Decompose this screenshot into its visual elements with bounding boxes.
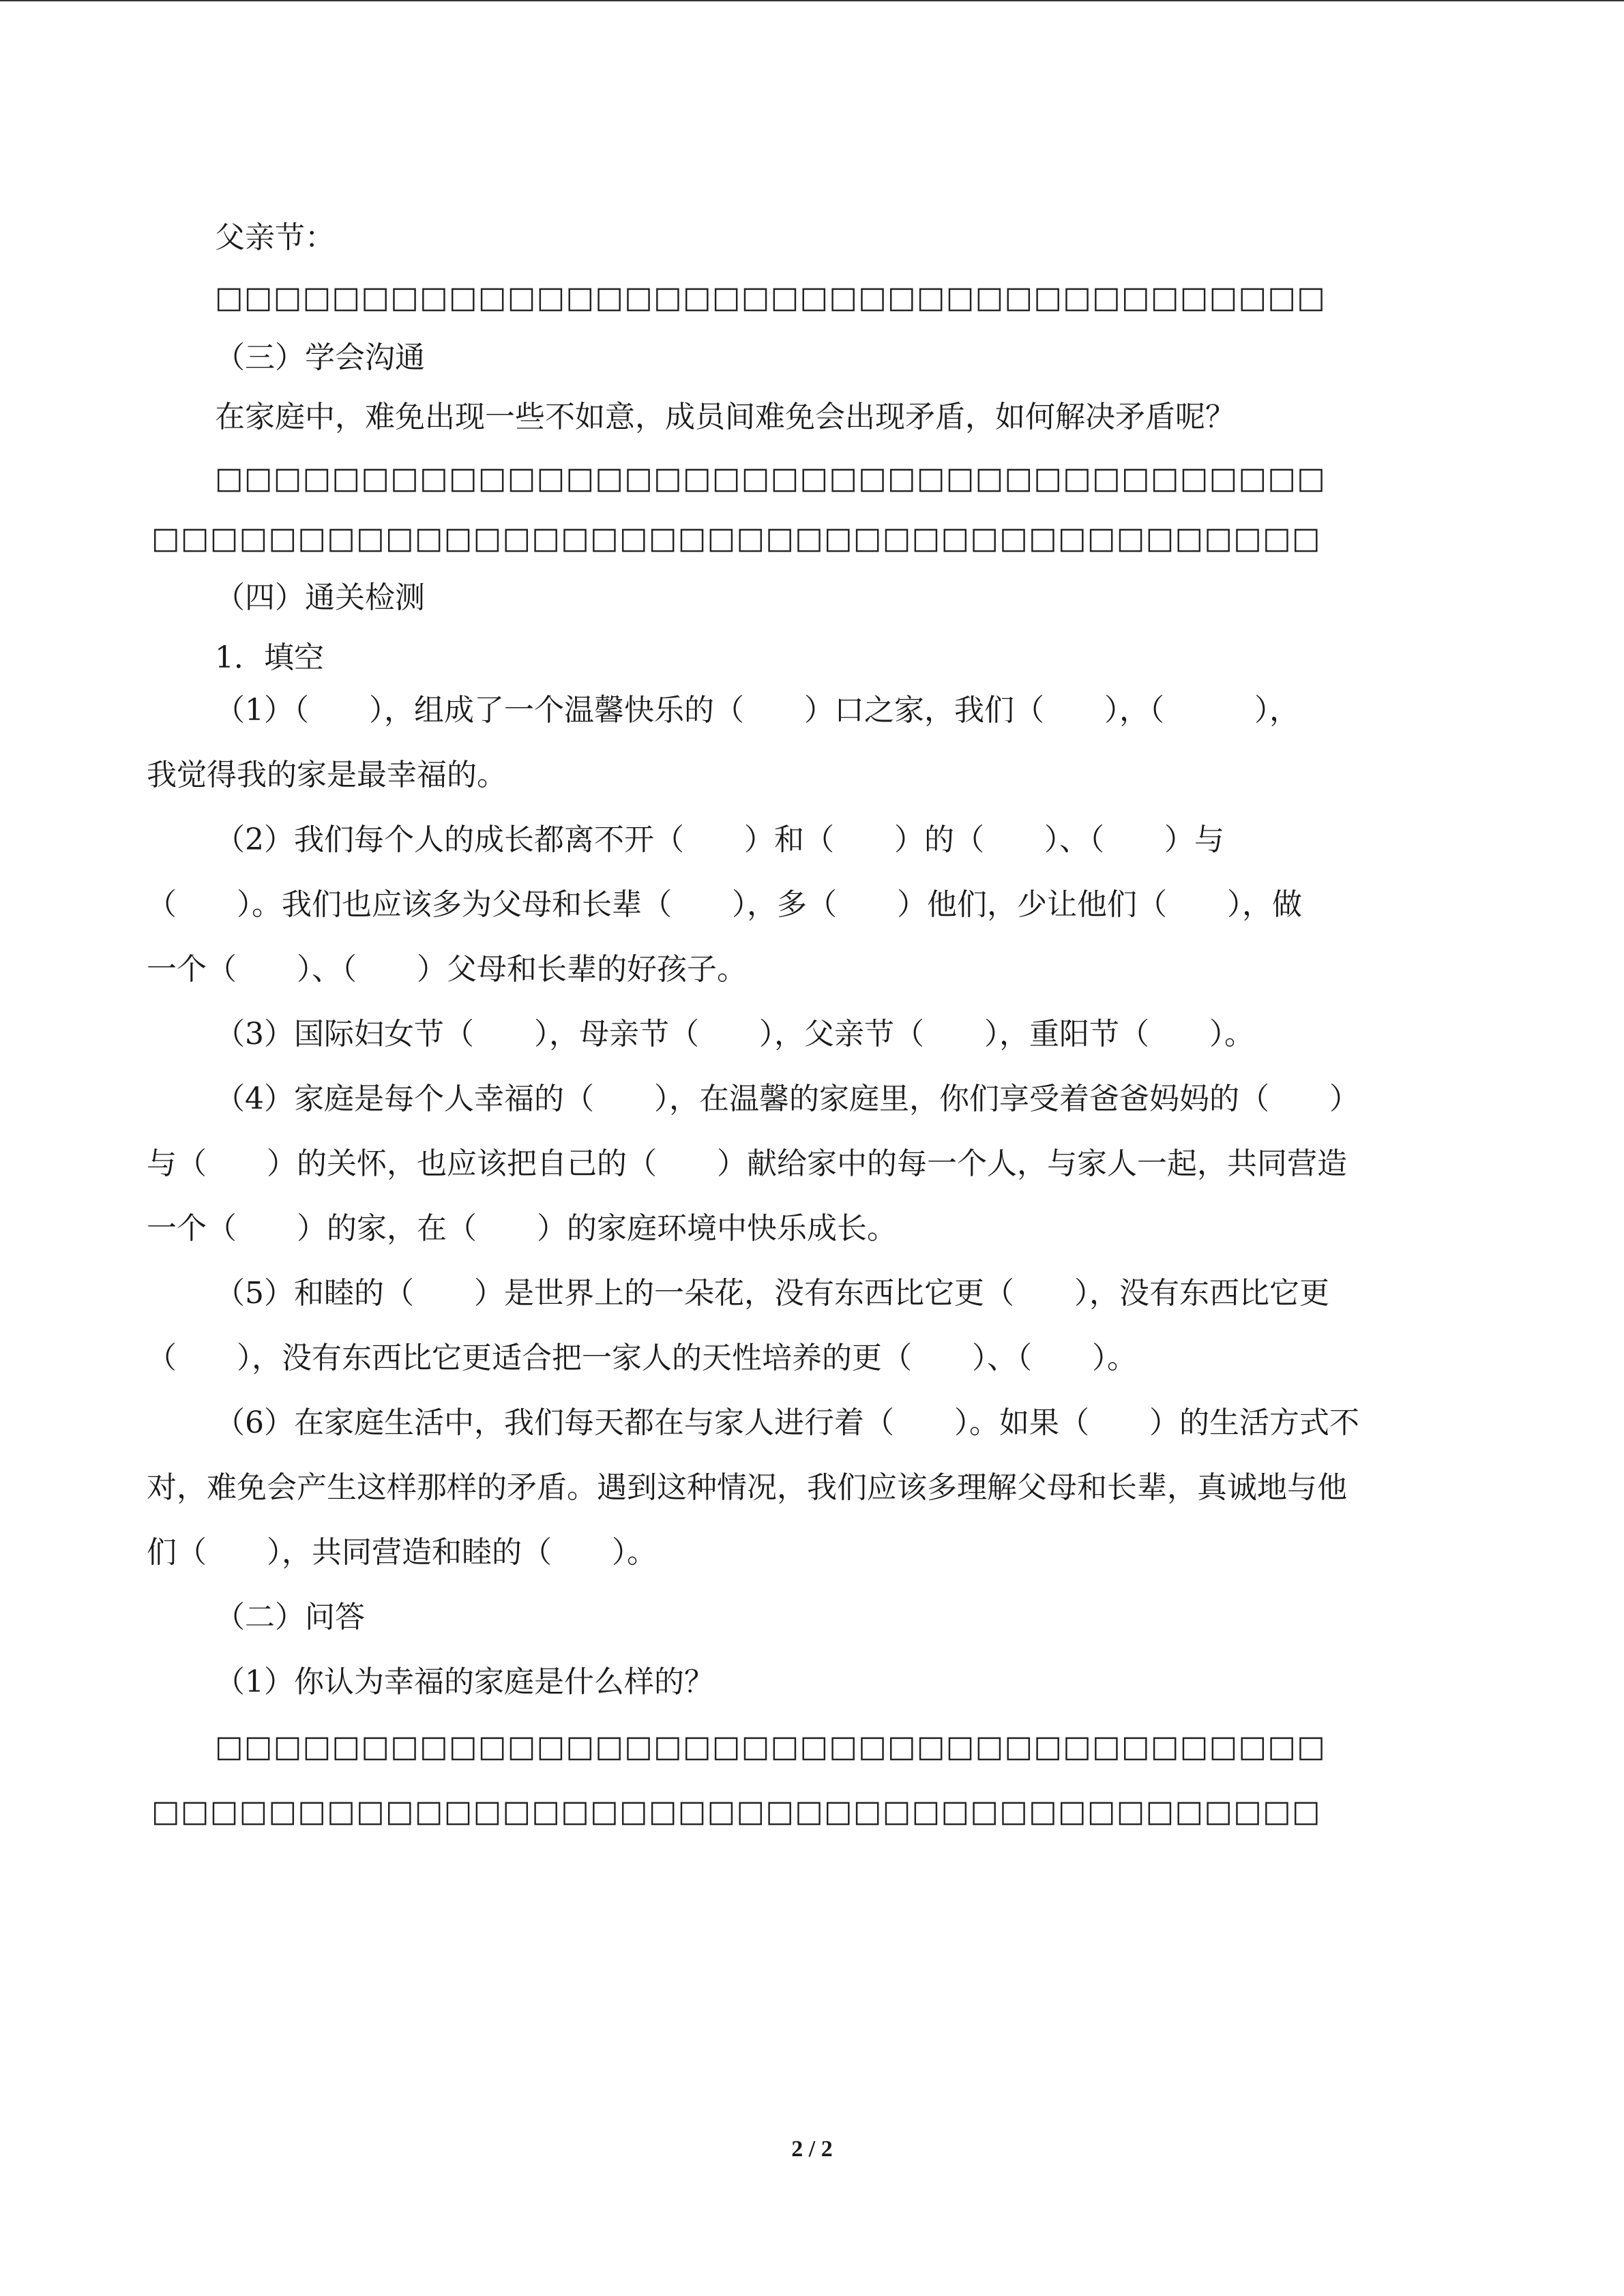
- communication-heading: （三）学会沟通: [215, 340, 425, 375]
- fill-question-2-line-1: （2）我们每个人的成长都离不开（ ）和（ ）的（ ）、（ ）与: [215, 822, 1224, 857]
- check-heading: （四）通关检测: [215, 580, 425, 615]
- qa-answer-boxes-1: □□□□□□□□□□□□□□□□□□□□□□□□□□□□□□□□□□□□□□: [215, 1729, 1327, 1764]
- fill-question-2-line-3: 一个（ ）、（ ）父母和长辈的好孩子。: [147, 952, 747, 987]
- fill-question-1-line-2: 我觉得我的家是最幸福的。: [147, 758, 507, 792]
- fill-question-1-line-1: （1）（ ），组成了一个温馨快乐的（ ）口之家，我们（ ），（ ），: [215, 693, 1299, 728]
- fill-question-6-line-2: 对，难免会产生这样那样的矛盾。遇到这种情况，我们应该多理解父母和长辈，真诚地与他: [147, 1470, 1347, 1505]
- fill-question-6-line-1: （6）在家庭生活中，我们每天都在与家人进行着（ ）。如果（ ）的生活方式不: [215, 1405, 1359, 1440]
- qa-answer-boxes-2: □□□□□□□□□□□□□□□□□□□□□□□□□□□□□□□□□□□□□□□□: [151, 1794, 1321, 1829]
- fill-question-6-line-3: 们（ ），共同营造和睦的（ ）。: [147, 1535, 657, 1570]
- fill-question-2-line-2: （ ）。我们也应该多为父母和长辈（ ），多（ ）他们，少让他们（ ），做: [147, 887, 1302, 922]
- fill-question-4-line-1: （4）家庭是每个人幸福的（ ），在温馨的家庭里，你们享受着爸爸妈妈的（ ）: [215, 1082, 1359, 1116]
- fill-question-4-line-2: 与（ ）的关怀，也应该把自己的（ ）献给家中的每一个人，与家人一起，共同营造: [147, 1146, 1347, 1181]
- fill-question-5-line-1: （5）和睦的（ ）是世界上的一朵花，没有东西比它更（ ），没有东西比它更: [215, 1276, 1329, 1311]
- father-day-answer-boxes: □□□□□□□□□□□□□□□□□□□□□□□□□□□□□□□□□□□□□□: [215, 280, 1327, 315]
- fill-question-4-line-3: 一个（ ）的家，在（ ）的家庭环境中快乐成长。: [147, 1211, 897, 1246]
- communication-question: 在家庭中，难免出现一些不如意，成员间难免会出现矛盾，如何解决矛盾呢？: [215, 400, 1235, 434]
- fill-question-5-line-2: （ ），没有东西比它更适合把一家人的天性培养的更（ ）、（ ）。: [147, 1341, 1137, 1375]
- qa-question-1: （1）你认为幸福的家庭是什么样的？: [215, 1665, 714, 1699]
- father-day-label: 父亲节：: [215, 220, 335, 255]
- communication-answer-boxes-2: □□□□□□□□□□□□□□□□□□□□□□□□□□□□□□□□□□□□□□□□: [151, 521, 1321, 556]
- qa-heading: （二）问答: [215, 1600, 365, 1635]
- page-number: 2 / 2: [791, 2136, 833, 2162]
- communication-answer-boxes-1: □□□□□□□□□□□□□□□□□□□□□□□□□□□□□□□□□□□□□□: [215, 461, 1327, 496]
- fill-blank-title: 1．填空: [215, 640, 324, 675]
- fill-question-3: （3）国际妇女节（ ），母亲节（ ），父亲节（ ），重阳节（ ）。: [215, 1017, 1254, 1052]
